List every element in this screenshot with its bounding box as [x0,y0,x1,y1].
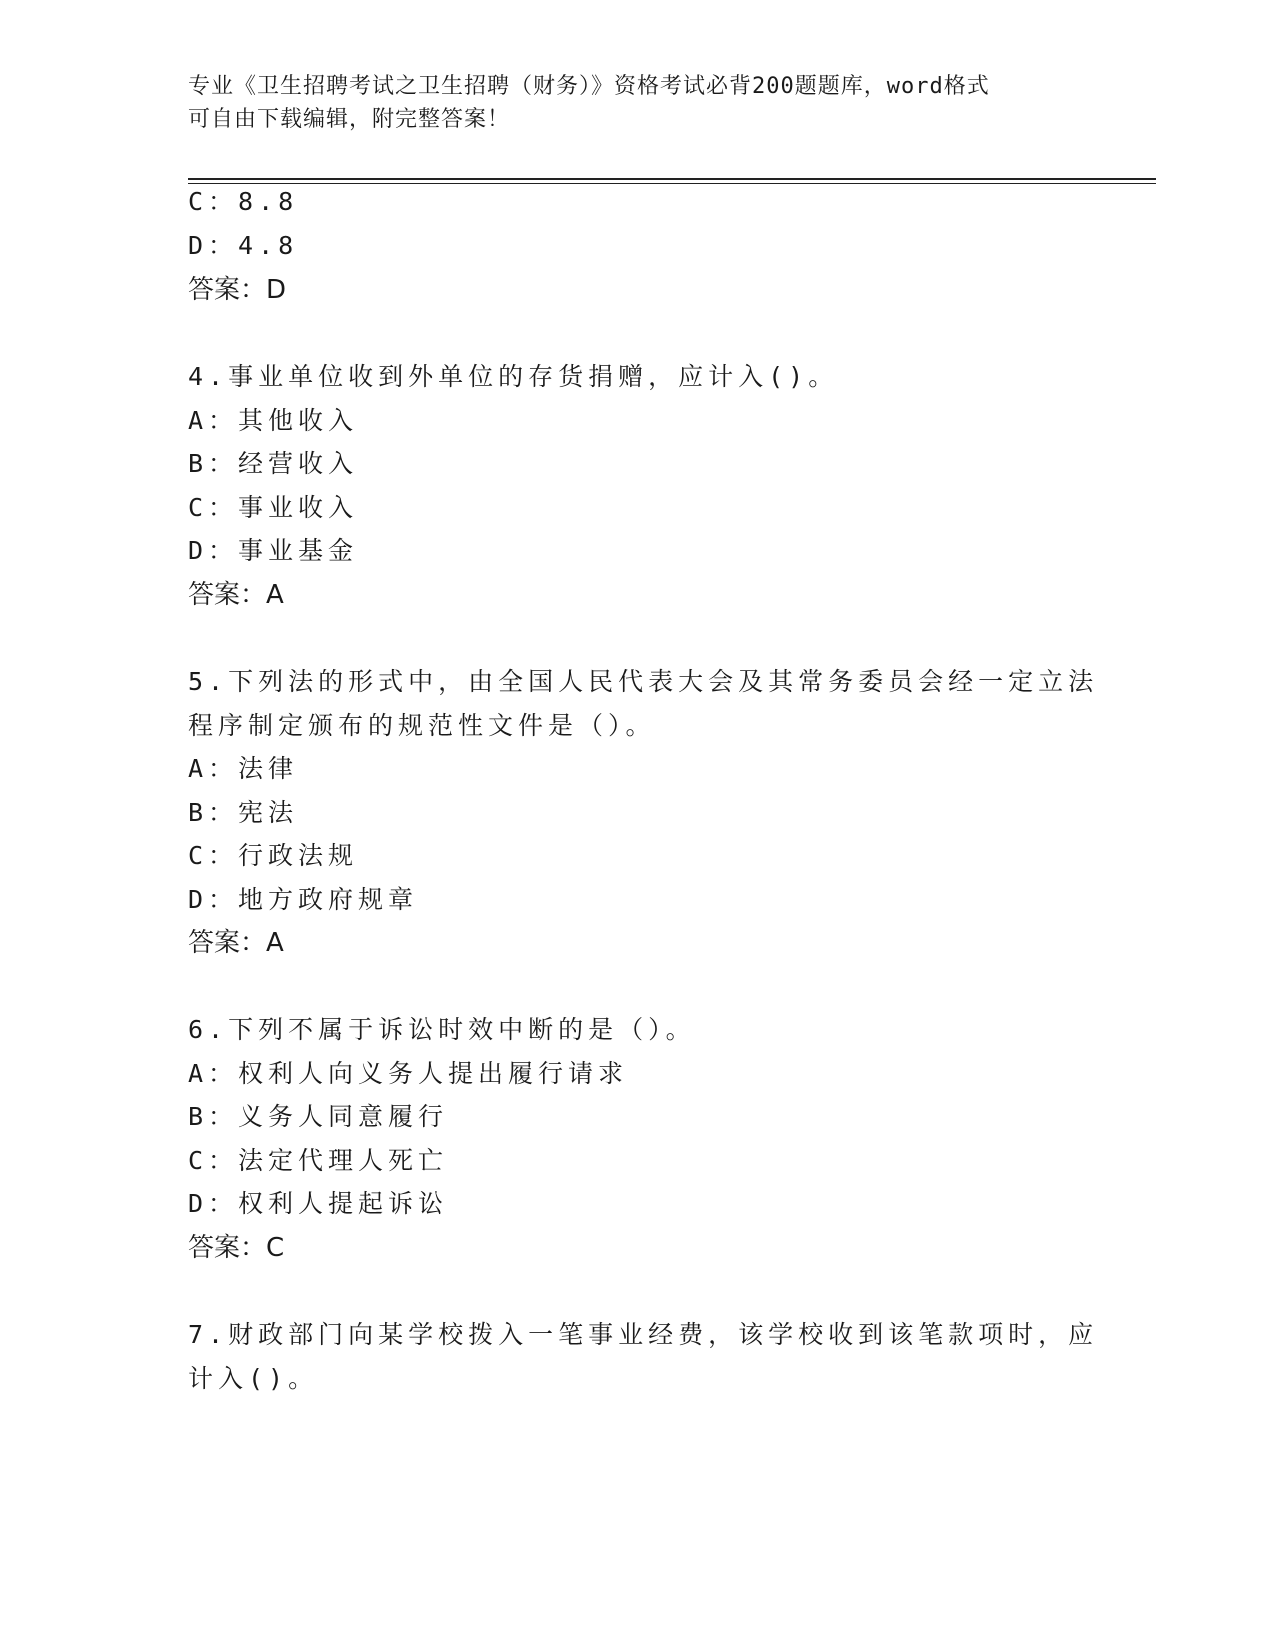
question-5-text: 5.下列法的形式中，由全国人民代表大会及其常务委员会经一定立法 [188,667,1099,696]
answer-text: 答案：A [188,928,284,958]
option-a: A：其他收入 [188,406,359,435]
question-4-text: 4.事业单位收到外单位的存货捐赠，应计入()。 [188,362,839,391]
answer-text: 答案：C [188,1233,285,1263]
question-6-text: 6.下列不属于诉讼时效中断的是（）。 [188,1015,696,1044]
option-a: A：法律 [188,754,299,783]
option-c: C：法定代理人死亡 [188,1146,449,1175]
header-line-1: 专业《卫生招聘考试之卫生招聘（财务）》资格考试必背200题题库，word格式 [188,74,990,99]
option-b: B：宪法 [188,798,299,827]
option-d: D：事业基金 [188,536,359,565]
question-7-text: 7.财政部门向某学校拨入一笔事业经费，该学校收到该笔款项时，应 [188,1320,1099,1349]
question-7-text-cont: 计入()。 [188,1364,319,1393]
option-c: C：8.8 [188,187,299,216]
header-line-2: 可自由下载编辑，附完整答案！ [188,107,511,132]
option-c: C：行政法规 [188,841,359,870]
option-d: D：地方政府规章 [188,885,419,914]
option-d: D：权利人提起诉讼 [188,1189,449,1218]
option-a: A：权利人向义务人提出履行请求 [188,1059,629,1088]
option-b: B：经营收入 [188,449,359,478]
option-d: D：4.8 [188,231,299,260]
option-c: C：事业收入 [188,493,359,522]
answer-text: 答案：D [188,275,287,305]
question-5-text-cont: 程序制定颁布的规范性文件是（）。 [188,711,656,740]
option-b: B：义务人同意履行 [188,1102,449,1131]
header-divider-thin [188,183,1156,184]
document-header [188,70,1078,136]
answer-text: 答案：A [188,580,284,610]
header-divider [188,178,1156,180]
